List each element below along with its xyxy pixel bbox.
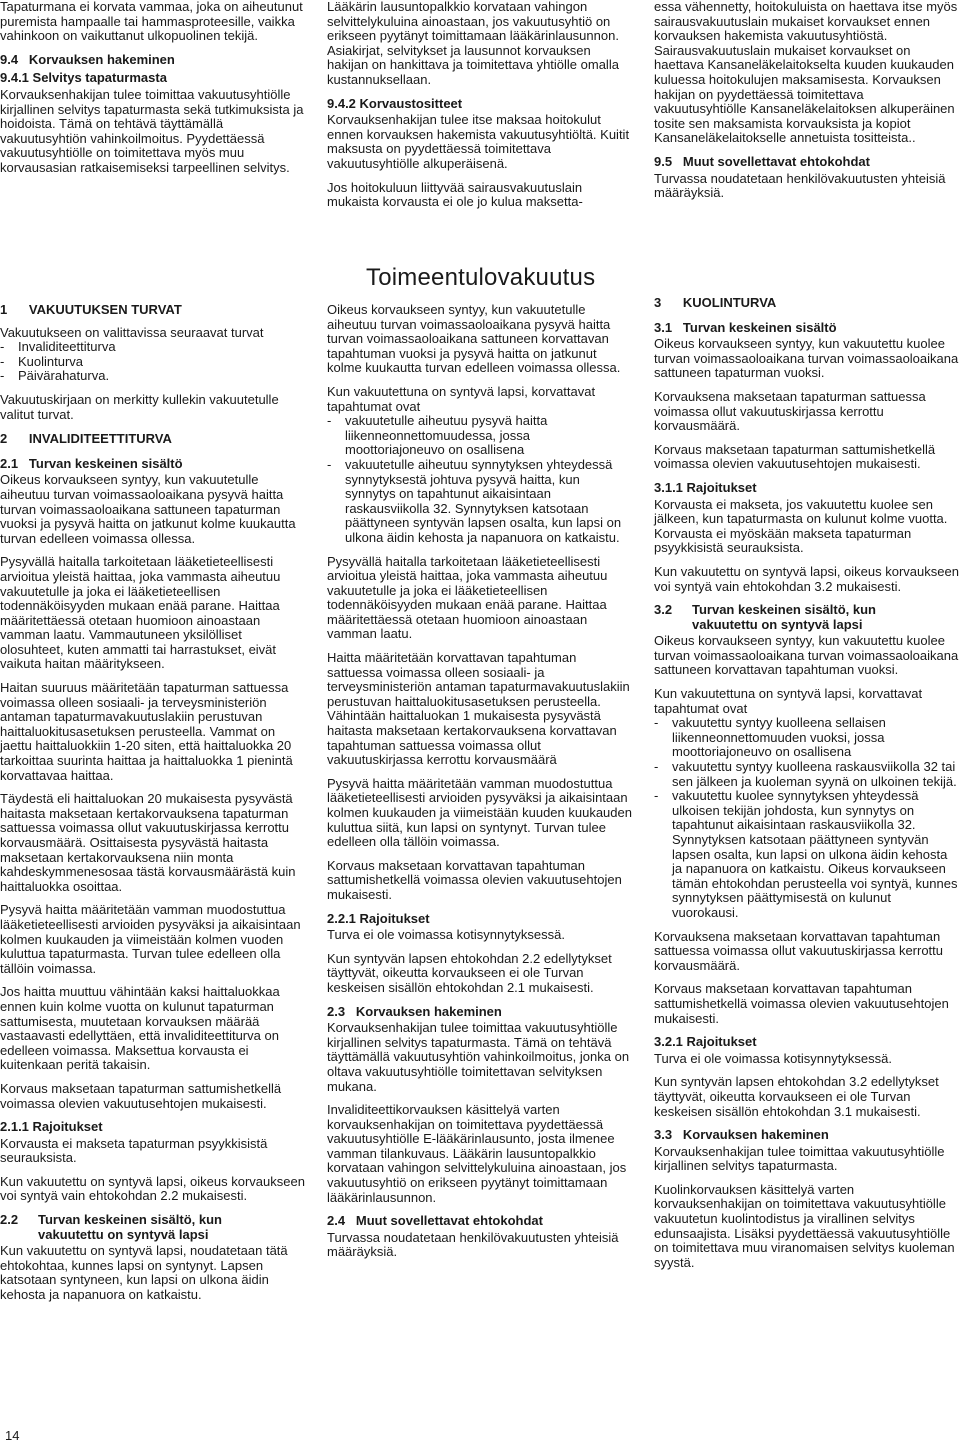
paragraph: Vakuutukseen on valittavissa seuraavat turvat — [0, 324, 264, 340]
paragraph: Korvauksenhakijan tulee toimittaa vakuutusyhtiölle kirjallinen selvitys tapaturmasta. Tämä on tehtävä täyttämällä vakuutusyhtiön vahinkoilmoitus, jonka on oltava vakuutusyhtiölle toimitettavan selvityksen mukana. — [327, 1020, 630, 1094]
section-heading: 2.1.1 Rajoitukset — [0, 1119, 103, 1135]
page-title: Toimeentulovakuutus — [366, 264, 596, 291]
dash: - — [654, 788, 659, 804]
paragraph: Kun vakuutettu on syntyvä lapsi, noudatetaan tätä ehtokohtaa, kunnes lapsi on syntynyt. Lapsen katsotaan syntyneen, kun lapsi on ulkona äidin kehosta ja napanuora on katkaistu. — [0, 1243, 288, 1303]
section-heading: 3.1 Turvan keskeinen sisältö — [654, 319, 837, 335]
paragraph: Korvaus maksetaan korvattavan tapahtuman sattumishetkellä voimassa olevien vakuutusehtojen mukaisesti. — [327, 857, 622, 902]
paragraph: Kun vakuutettuna on syntyvä lapsi, korvattavat tapahtumat ovat — [327, 383, 596, 414]
paragraph: Korvausta ei makseta tapaturman psyykkisistä seurauksista. — [0, 1135, 268, 1166]
paragraph: Korvauksenhakijan tulee toimittaa vakuutusyhtiölle kirjallinen selvitys tapaturmasta. — [654, 1143, 945, 1174]
paragraph: Pysyvä haitta määritetään vamman muodostuttua lääketieteellisesti arvioiden pysyväksi ja aikaisintaan kolmen kuukauden ja viimeistään kolmen vuoden kuluttua tapaturmasta. Turvan tulee edelleen olla tällöin voimassa. — [0, 902, 301, 976]
paragraph: Tapaturmana ei korvata vammaa, joka on aiheutunut puremista hampaalle tai hammasproteesille, vaikka vahinkoon on vaikuttanut ulkopuolinen tekijä. — [0, 0, 303, 44]
paragraph: Haitta määritetään korvattavan tapahtuman sattuessa voimassa olleen sosiaali- ja terveysministeriön antaman tapaturmavakuutuslakiin perustuvan haittaluokitusasetuksen perusteella. Vähintään haittaluokan 1 mukaisesta pysyvästä haitasta maksetaan kertakorvauksena korvattavan tapahtuman sattuessa voimassa ollut vakuutuskirjassa kerrottu korvausmäärä — [327, 650, 630, 768]
section-heading: 2.4 Muut sovellettavat ehtokohdat — [327, 1213, 543, 1229]
section-heading: 2.3 Korvauksen hakeminen — [327, 1003, 502, 1019]
section-heading: 3.3 Korvauksen hakeminen — [654, 1127, 829, 1143]
paragraph: Täydestä eli haittaluokan 20 mukaisesta pysyvästä haitasta maksetaan kertakorvauksena tapaturman sattuessa voimassa ollut vakuutuskirjassa kerrottu korvausmäärä. Osittaisesta pysyvästä haitasta maksetaan kertakorvauksena niin monta kahdeskymmenesosaa tästä korvausmäärästä kuin haittaluokka osoittaa. — [0, 791, 296, 894]
paragraph: Lääkärin lausuntopalkkio korvataan vahingon selvittelykuluina ainoastaan, jos vakuutusyhtiö on erikseen pyytänyt toimittamaan lääkärinlausunnon. Asiakirjat, selvitykset ja lausunnot korvauksen hakijan on hankittava ja toimitettava yhtiölle omalla kustannuksellaan. — [327, 0, 619, 87]
heading-line: Turvan keskeinen sisältö, kun — [692, 602, 876, 618]
paragraph: Invaliditeettikorvauksen käsittelyä varten korvauksenhakijan on toimitettava pyydettäessä vakuutusyhtiölle E-lääkärinlausunto, josta ilmenee vamman tilankuvaus. Lääkärin lausuntopalkkio korvataan vahingon selvittelykuluina ainoastaan, jos vakuutusyhtiö on erikseen pyytänyt toimittamaan lääkärinlausunnon. — [327, 1102, 627, 1205]
coverage-list — [0, 340, 306, 384]
paragraph: Korvaus maksetaan tapaturman sattumishetkellä voimassa olevien vakuutusehtojen mukaisesti. — [654, 441, 936, 472]
event-list — [654, 716, 959, 920]
section-heading: 3 KUOLINTURVA — [654, 295, 777, 310]
paragraph: Korvaus maksetaan korvattavan tapahtuman sattumishetkellä voimassa olevien vakuutusehtojen mukaisesti. — [654, 981, 949, 1026]
paragraph: Pysyvällä haitalla tarkoitetaan lääketieteellisesti arvioitua yleistä haittaa, joka vammasta aiheutuu vakuutetulle ja joka ei lääketieteellisen todennäköisyyden mukaan enää parane. Haittaa määritettäessä otetaan huomioon ainoastaan vamman laatu. Vammautuneen yksilölliset olosuhteet, kuten ammatti tai harrastukset, eivät vaikuta haitan määritykseen. — [0, 554, 281, 672]
heading-line: vakuutettu on syntyvä lapsi — [692, 616, 863, 632]
list-item: - vakuutettu kuolee synnytyksen yhteydessä ulkoisen tekijän johdosta, kun synnytys on tapahtunut aikaisintaan raskausviikolla 32. Synnytyksen katsotaan päättyneen syntyvän lapsen osalta, kun lapsi on ulkona äidin kehosta ja napanuora on katkaistu. Oikeus korvaukseen tämän ehtokohdan perusteella voi syntyä, kunnes synnytyksen päättymisestä on kulunut vuorokausi. — [654, 788, 958, 920]
paragraph: Jos hoitokuluun liittyvää sairausvakuutuslain mukaista korvausta ei ole jo kulua maksetta- — [327, 179, 583, 210]
paragraph: Haitan suuruus määritetään tapaturman sattuessa voimassa olleen sosiaali- ja terveysministeriön antaman tapaturmavakuutuslakiin perustuvan haittaluokitusasetuksen perusteella. Vammat on jaettu haittaluokkiin 1-20 siten, että haittaluokka 20 tarkoittaa suurinta haittaa ja haittaluokka 1 pienintä korvattavaa haittaa. — [0, 680, 293, 783]
paragraph: Korvausta ei makseta, jos vakuutettu kuolee sen jälkeen, kun tapaturmasta on kulunut kolme vuotta. Korvausta ei myöskään makseta tapaturman psyykkisistä seurauksista. — [654, 496, 948, 556]
section-heading — [0, 1213, 306, 1242]
top-column-3 — [654, 0, 959, 210]
list-item: - vakuutettu syntyy kuolleena raskausviikolla 32 tai sen jälkeen ja kuoleman syynä on ulkoinen tekijä. — [654, 759, 957, 789]
section-heading: 2 INVALIDITEETTITURVA — [0, 431, 172, 447]
section-heading — [654, 603, 959, 632]
paragraph: Turva ei ole voimassa kotisynnytyksessä. — [327, 927, 565, 943]
paragraph: Korvauksena maksetaan korvattavan tapahtuman sattuessa voimassa ollut vakuutuskirjassa kerrottu korvausmäärä. — [654, 928, 944, 973]
list-item: - Päivärahaturva. — [0, 368, 110, 384]
top-column-1 — [0, 0, 306, 185]
paragraph: Turva ei ole voimassa kotisynnytyksessä. — [654, 1050, 892, 1066]
section-heading: 1 VAKUUTUKSEN TURVAT — [0, 302, 182, 317]
dash: - — [0, 368, 5, 384]
paragraph: Korvauksenhakijan tulee toimittaa vakuutusyhtiölle kirjallinen selvitys tapaturmasta sekä tutkimuksista ja hoidoista. Tämä on tehtävä täyttämällä vakuutusyhtiön vahinkoilmoitus. Pyydettäessä vakuutusyhtiölle on toimitettava myös muu korvausasian ratkaisemiseksi tarpeellinen selvitys. — [0, 86, 304, 175]
paragraph: Oikeus korvaukseen syntyy, kun vakuutettu kuolee turvan voimassaoloaikana turvan voimassaoloaikana sattuneen korvattavan tapahtuman vuoksi. — [654, 633, 959, 678]
paragraph: Turvassa noudatetaan henkilövakuutusten yhteisiä määräyksiä. — [327, 1229, 619, 1260]
paragraph: Kun syntyvän lapsen ehtokohdan 3.2 edellytykset täyttyvät, oikeutta korvaukseen ei ole Turvan keskeisen sisällön ehtokohdan 3.1 mukaisesti. — [654, 1074, 939, 1119]
dash: - — [327, 413, 332, 429]
list-item: - Invaliditeettiturva — [0, 339, 116, 355]
dash: - — [0, 339, 5, 355]
section-heading: 9.4 Korvauksen hakeminen — [0, 51, 175, 67]
paragraph: Korvaus maksetaan tapaturman sattumishetkellä voimassa olevien vakuutusehtojen mukaisesti. — [0, 1080, 282, 1111]
event-list — [327, 414, 633, 545]
top-column-2 — [327, 0, 633, 219]
list-item: - Kuolinturva — [0, 353, 84, 369]
right-column — [654, 296, 959, 1279]
paragraph: Oikeus korvaukseen syntyy, kun vakuutetulle aiheutuu turvan voimassaoloaikana pysyvä haitta turvan voimassaoloaikana sattuneen korvattavan tapahtuman vuoksi ja pysyvä haitta on jatkunut kolme kuukautta turvan edelleen voimassa ollessa. — [327, 302, 621, 376]
paragraph: Kun vakuutettu on syntyvä lapsi, oikeus korvaukseen voi syntyä vain ehtokohdan 2.2 mukaisesti. — [0, 1173, 305, 1204]
paragraph: Pysyvä haitta määritetään vamman muodostuttua lääketieteellisesti arvioiden pysyväksi ja aikaisintaan kolmen kuukauden ja viimeistään kuuden kuukauden kuluttua siitä, kun lapsi on syntynyt. Turvan tulee edelleen olla tällöin voimassa. — [327, 775, 632, 850]
paragraph: essa vähennetty, hoitokuluista on haettava itse myös sairausvakuutuslain mukaiset korvaukset ennen korvauksen hakemista vakuutusyhtiöstä. Sairausvakuutuslain mukaiset korvaukset on haettava Kansaneläkelaitokselta kuuden kuukauden kuluessa hoitokulujen maksamisesta. Korvauksen hakijan on pyydettäessä toimitettava vakuutusyhtiölle Kansaneläkelaitoksen alkuperäinen tosite sen maksamista korvauksista ja kopiot Kansaneläkelaitokselle annetuista tositteista.. — [654, 0, 958, 146]
section-heading: 9.4.1 Selvitys tapaturmasta — [0, 70, 167, 86]
heading-number: 2.2 — [0, 1212, 19, 1228]
paragraph: Jos haitta muuttuu vähintään kaksi haittaluokkaa ennen kuin kolme vuotta on kulunut tapaturman sattumisesta, muutetaan korvauksen määrää vastaavasti edellyttäen, että invaliditeettiturva on edelleen voimassa. Maksettua korvausta ei kuitenkaan peritä takaisin. — [0, 984, 280, 1073]
heading-line: vakuutettu on syntyvä lapsi — [38, 1226, 209, 1242]
paragraph: Oikeus korvaukseen syntyy, kun vakuutetulle aiheutuu turvan voimassaoloaikana pysyvä haitta turvan voimassaoloaikana sattuneen tapaturman vuoksi ja pysyvä haitta on jatkunut kolme kuukautta turvan edelleen voimassa ollessa. — [0, 472, 296, 546]
paragraph: Pysyvällä haitalla tarkoitetaan lääketieteellisesti arvioitua yleistä haittaa, joka vammasta aiheutuu vakuutetulle ja joka ei lääketieteellisen todennäköisyyden mukaan enää parane. Haittaa määritettäessä otetaan huomioon ainoastaan vamman laatu. — [327, 553, 608, 642]
list-item: - vakuutetulle aiheutuu synnytyksen yhteydessä synnytyksestä johtuva pysyvä haitta, kun synnytys on tapahtunut aikaisintaan raskausviikolla 32. Synnytyksen katsotaan päättyneen syntyvän lapsen osalta, kun lapsi on ulkona äidin kehosta ja napanuora on katkaistu. — [327, 456, 622, 545]
list-item: - vakuutetulle aiheutuu pysyvä haitta liikenneonnettomuudessa, jossa moottoriajoneuvo on osallisena — [327, 413, 548, 458]
paragraph: Turvassa noudatetaan henkilövakuutusten yhteisiä määräyksiä. — [654, 170, 946, 201]
paragraph: Korvauksena maksetaan tapaturman sattuessa voimassa ollut vakuutuskirjassa kerrottu korvausmäärä. — [654, 388, 926, 434]
paragraph: Oikeus korvaukseen syntyy, kun vakuutettu kuolee turvan voimassaoloaikana turvan voimassaoloaikana sattuneen tapaturman vuoksi. — [654, 336, 959, 381]
section-heading: 2.2.1 Rajoitukset — [327, 910, 430, 926]
section-heading: 3.2.1 Rajoitukset — [654, 1034, 757, 1050]
paragraph: Kun vakuutettu on syntyvä lapsi, oikeus korvaukseen voi syntyä vain ehtokohdan 3.2 mukaisesti. — [654, 563, 959, 594]
dash: - — [654, 715, 659, 731]
paragraph: Kuolinkorvauksen käsittelyä varten korvauksenhakijan on toimitettava vakuutusyhtiölle vakuutetun kuolintodistus ja virallinen selvitys edunsaajista. Lisäksi pyydettäessä vakuutusyhtiölle on toimitettava muu viranomaisen selvitys kuoleman syystä. — [654, 1181, 955, 1270]
middle-column — [327, 303, 633, 1269]
paragraph: Korvauksenhakijan tulee itse maksaa hoitokulut ennen korvauksen hakemista vakuutusyhtiöltä. Kuitit maksusta on pyydettäessä toimitettava vakuutusyhtiölle alkuperäisenä. — [327, 112, 630, 171]
heading-number: 3.2 — [654, 602, 673, 618]
dash: - — [327, 456, 332, 472]
section-heading: 9.5 Muut sovellettavat ehtokohdat — [654, 153, 870, 169]
paragraph: Kun syntyvän lapsen ehtokohdan 2.2 edellytykset täyttyvät, oikeutta korvaukseen ei ole Turvan keskeisen sisällön ehtokohdan 2.1 mukaisesti. — [327, 950, 612, 995]
section-heading: 2.1 Turvan keskeinen sisältö — [0, 455, 183, 471]
section-heading: 3.1.1 Rajoitukset — [654, 479, 757, 495]
dash: - — [654, 759, 659, 775]
section-heading: 9.4.2 Korvaustositteet — [327, 95, 463, 111]
paragraph: Vakuutuskirjaan on merkitty kullekin vakuutetulle valitut turvat. — [0, 391, 279, 422]
list-item: - vakuutettu syntyy kuolleena sellaisen liikenneonnettomuuden vuoksi, jossa moottoriajoneuvo on osallisena — [654, 715, 886, 760]
dash: - — [0, 353, 5, 369]
left-column — [0, 303, 306, 1312]
paragraph: Kun vakuutettuna on syntyvä lapsi, korvattavat tapahtumat ovat — [654, 686, 923, 716]
page-number: 14 — [5, 1428, 20, 1443]
heading-line: Turvan keskeinen sisältö, kun — [38, 1212, 222, 1228]
